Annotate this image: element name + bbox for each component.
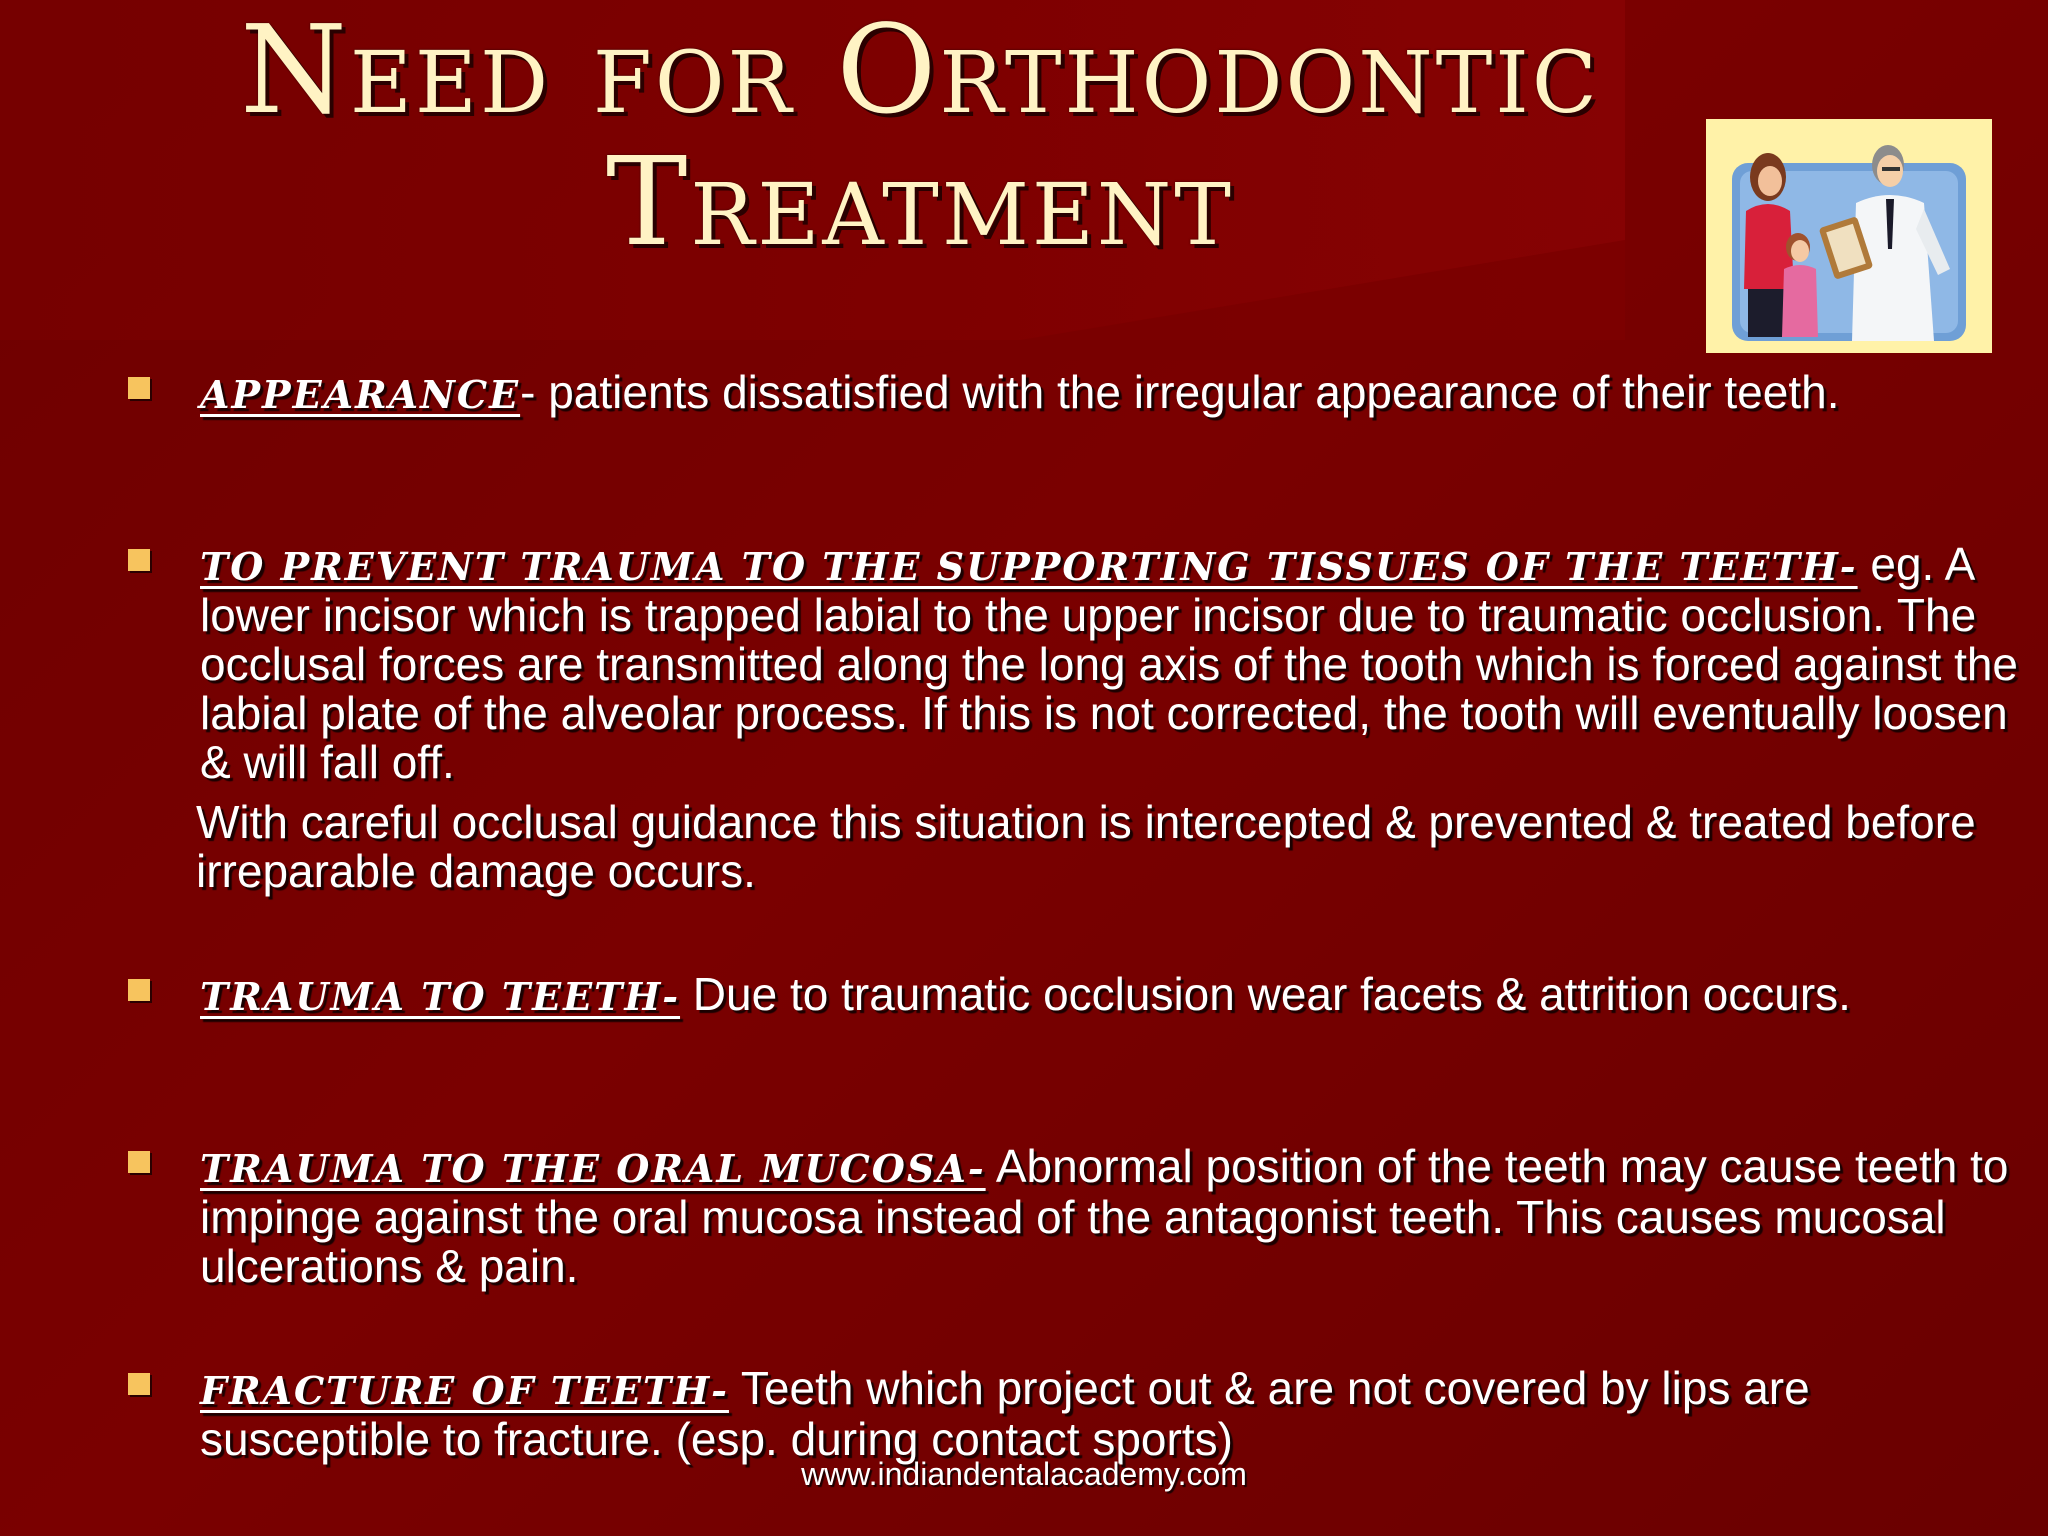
bullet-text xyxy=(200,368,2048,419)
title-line-2: Treatment xyxy=(605,131,1234,273)
bullet-marker-icon xyxy=(128,549,150,571)
bullet-marker-icon xyxy=(128,377,150,399)
bullet-marker-icon xyxy=(128,1151,150,1173)
bullet-marker-icon xyxy=(128,1373,150,1395)
bullet-body: Teeth which project out & are not covered by lips are susceptible to fracture. (esp. during contact sports) xyxy=(200,1362,1810,1465)
bullet-body: eg. A lower incisor which is trapped labial to the upper incisor due to traumatic occlusion. The occlusal forces are transmitted along the long axis of the tooth which is forced against the labial plate of the alveolar process. If this is not corrected, the tooth will eventually loosen & will fall off. xyxy=(200,538,2019,788)
bullet-keyword: TO PREVENT TRAUMA TO THE SUPPORTING TISSUES OF THE TEETH- xyxy=(200,544,1858,589)
bullet-continuation: With careful occlusal guidance this situation is intercepted & prevented & treated before irreparable damage occurs. xyxy=(196,796,1976,897)
clipart-drawing xyxy=(1706,119,1992,353)
bullet-text xyxy=(200,540,2048,787)
bullet-keyword: TRAUMA TO THE ORAL MUCOSA- xyxy=(200,1146,986,1191)
bullet-body: - patients dissatisfied with the irregular appearance of their teeth. xyxy=(520,366,1840,418)
footer-url[interactable]: www.indiandentalacademy.com xyxy=(801,1456,1247,1492)
bullet-keyword: TRAUMA TO TEETH- xyxy=(200,974,681,1019)
bullet-marker-icon xyxy=(128,979,150,1001)
bullet-text xyxy=(200,1364,2048,1464)
bullet-text xyxy=(200,1142,2048,1291)
slide-title xyxy=(150,0,1690,273)
title-line-1: Need for Orthodontic xyxy=(240,0,1600,141)
bullet-keyword: APPEARANCE xyxy=(200,372,521,417)
bullet-body: Abnormal position of the teeth may cause teeth to impinge against the oral mucosa instead of the antagonist teeth. This causes mucosal ulcerations & pain. xyxy=(200,1140,2009,1292)
bullet-text xyxy=(200,970,2048,1021)
bullet-keyword: FRACTURE OF TEETH- xyxy=(200,1368,729,1413)
bullet-body: Due to traumatic occlusion wear facets & attrition occurs. xyxy=(680,968,1851,1020)
doctor-with-patients-clipart xyxy=(1706,119,1992,353)
